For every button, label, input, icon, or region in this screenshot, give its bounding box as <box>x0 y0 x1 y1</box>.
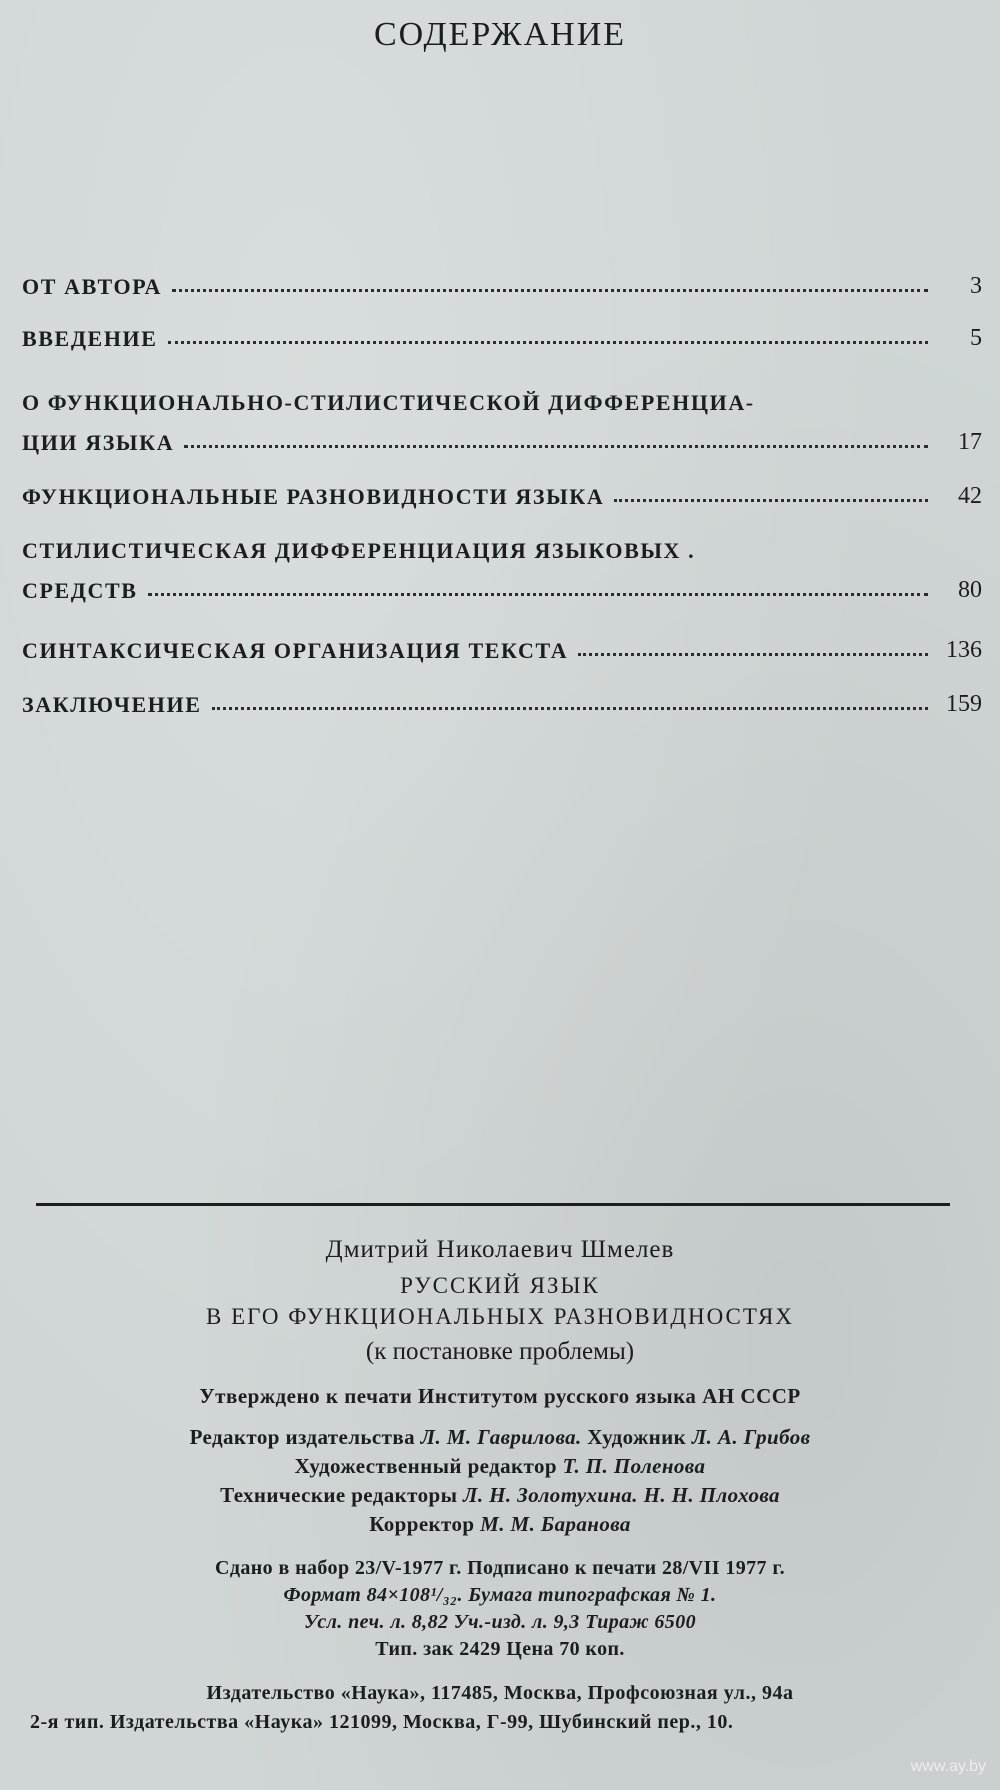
dot-leader <box>148 593 928 596</box>
book-subtitle: (к постановке проблемы) <box>365 1338 635 1365</box>
toc-entry <box>22 472 982 510</box>
tech-editors-names: Л. Н. Золотухина. Н. Н. Плохова <box>463 1483 780 1507</box>
toc-entry <box>22 314 982 352</box>
credits-line-proofreader <box>20 1510 980 1539</box>
approval-note: Утверждено к печати Институтом русского языка АН СССР <box>199 1384 801 1408</box>
print-details <box>20 1555 980 1663</box>
toc-page-number: 136 <box>946 637 982 663</box>
toc-page-number: 42 <box>958 483 982 509</box>
book-title-line-1: РУССКИЙ ЯЗЫК <box>400 1273 600 1298</box>
editor-label: Редактор издательства <box>189 1425 416 1449</box>
print-line: Усл. печ. л. 8,82 Уч.-изд. л. 9,3 Тираж 6500 <box>303 1611 697 1633</box>
toc-entry-label: ФУНКЦИОНАЛЬНЫЕ РАЗНОВИДНОСТИ ЯЗЫКА <box>22 484 605 509</box>
toc-entry-label: ВВЕДЕНИЕ <box>22 326 158 351</box>
print-line: Формат 84×108¹/₃₂. Бумага типографская № 1. <box>283 1584 717 1606</box>
toc-entry <box>22 626 982 664</box>
editor-name: Л. М. Гаврилова. <box>420 1425 582 1449</box>
toc-entry <box>22 378 982 456</box>
art-editor-name: Т. П. Поленова <box>562 1454 706 1478</box>
colophon <box>20 1236 980 1737</box>
toc-entry-label: СИНТАКСИЧЕСКАЯ ОРГАНИЗАЦИЯ ТЕКСТА <box>22 638 569 663</box>
dot-leader <box>578 653 928 656</box>
toc-page-number: 17 <box>958 429 982 455</box>
credits-line-editor <box>20 1423 980 1452</box>
toc-entry <box>22 526 982 604</box>
author-name: Дмитрий Николаевич Шмелев <box>325 1236 675 1263</box>
toc-page-number: 159 <box>946 691 982 717</box>
dot-leader <box>614 499 928 502</box>
toc-page-number: 3 <box>970 273 982 299</box>
tech-editors-label: Технические редакторы <box>220 1483 458 1507</box>
artist-label: Художник <box>587 1425 687 1449</box>
art-editor-label: Художественный редактор <box>294 1454 557 1478</box>
toc-page-number: 5 <box>970 325 982 351</box>
proofreader-name: М. М. Баранова <box>480 1512 631 1536</box>
printer-line: 2-я тип. Издательства «Наука» 121099, Москва, Г-99, Шубинский пер., 10. <box>30 1711 734 1733</box>
section-divider <box>36 1203 950 1206</box>
artist-name: Л. А. Грибов <box>691 1425 811 1449</box>
dot-leader <box>184 445 928 448</box>
toc-title: СОДЕРЖАНИЕ <box>373 16 627 53</box>
toc-entry-label: О ФУНКЦИОНАЛЬНО-СТИЛИСТИЧЕСКОЙ ДИФФЕРЕНЦИА- <box>22 390 755 415</box>
toc-entry <box>22 680 982 718</box>
print-line: Сдано в набор 23/V-1977 г. Подписано к печати 28/VII 1977 г. <box>215 1557 785 1579</box>
publisher-info <box>20 1679 980 1737</box>
print-line: Тип. зак 2429 Цена 70 коп. <box>375 1638 625 1660</box>
toc-entry <box>22 262 982 300</box>
toc-entry-label: СТИЛИСТИЧЕСКАЯ ДИФФЕРЕНЦИАЦИЯ ЯЗЫКОВЫХ . <box>22 538 696 563</box>
dot-leader <box>168 341 928 344</box>
credits-line-tech-editors <box>20 1481 980 1510</box>
book-title-line-2: В ЕГО ФУНКЦИОНАЛЬНЫХ РАЗНОВИДНОСТЯХ <box>206 1304 794 1329</box>
toc-entry-label: ЗАКЛЮЧЕНИЕ <box>22 692 202 717</box>
credits-line-art-editor <box>20 1452 980 1481</box>
toc-entry-label-continued: ЦИИ ЯЗЫКА <box>22 430 175 455</box>
toc-page-number: 80 <box>958 577 982 603</box>
watermark: www.ay.by <box>910 1758 986 1775</box>
credits <box>20 1423 980 1539</box>
toc-entry-label-continued: СРЕДСТВ <box>22 578 138 603</box>
publisher-line: Издательство «Наука», 117485, Москва, Профсоюзная ул., 94а <box>206 1682 794 1704</box>
dot-leader <box>172 289 928 292</box>
dot-leader <box>212 707 929 710</box>
toc-entry-label: ОТ АВТОРА <box>22 274 162 299</box>
proofreader-label: Корректор <box>369 1512 475 1536</box>
